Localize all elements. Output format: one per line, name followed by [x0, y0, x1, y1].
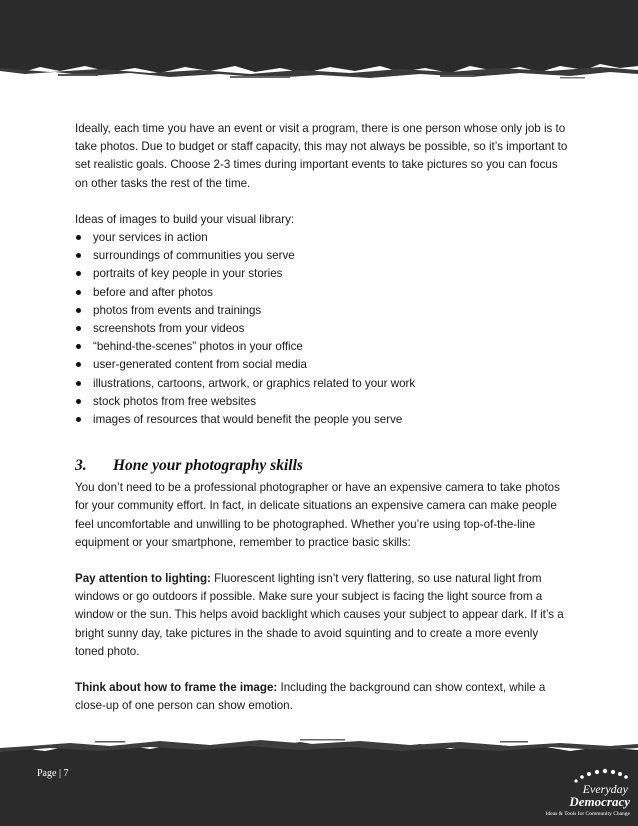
list-item: illustrations, cartoons, artwork, or graphics related to your work	[75, 375, 570, 393]
tip-lighting-title: Pay attention to lighting:	[75, 572, 211, 586]
list-item: surroundings of communities you serve	[75, 247, 570, 265]
ideas-lead: Ideas of images to build your visual library:	[75, 212, 295, 226]
section-title: Hone your photography skills	[113, 457, 303, 475]
everyday-democracy-logo	[545, 768, 634, 824]
tip-framing-title: Think about how to frame the image:	[75, 681, 278, 695]
bullet-icon	[76, 399, 81, 404]
tip-lighting-body: Fluorescent lighting isn’t very flattering, so use natural light from windows or go outdoors if possible. Make sure your subject is facing the light source from a window or the sun. This helps avoid backlight which causes your subject to appear dark. If it’s a bright sunny day, take pictures in the shade to avoid squinting and to create a more evenly toned photo.	[75, 572, 564, 658]
ideas-list	[75, 229, 570, 429]
bullet-icon	[76, 235, 81, 240]
bullet-icon	[76, 326, 81, 331]
list-item: your services in action	[75, 229, 570, 247]
bullet-icon	[76, 417, 81, 422]
tip-framing-body: Including the background can show context, while a close-up of one person can show emotion.	[75, 681, 546, 713]
tip-framing	[75, 679, 570, 715]
list-item: screenshots from your videos	[75, 320, 570, 338]
section-heading	[75, 455, 570, 477]
bullet-icon	[76, 362, 81, 367]
bullet-icon	[76, 290, 81, 295]
logo-word-democracy: Democracy	[569, 794, 630, 809]
bullet-icon	[76, 344, 81, 349]
header-brush-band	[0, 0, 638, 84]
intro-paragraph: Ideally, each time you have an event or visit a program, there is one person whose only job is to take photos. Due to budget or staff capacity, this may not always be possible, so it’s important to set realistic goals. Choose 2-3 times during important events to take pictures so you can focus on other tasks the rest of the time.	[75, 122, 568, 190]
list-item: photos from events and trainings	[75, 302, 570, 320]
section-number: 3.	[75, 457, 87, 475]
list-item: “behind-the-scenes” photos in your office	[75, 338, 570, 356]
footer-brush-band	[0, 738, 638, 826]
bullet-icon	[76, 253, 81, 258]
logo-word-everyday: Everyday	[582, 782, 628, 796]
bullet-icon	[76, 381, 81, 386]
list-item: stock photos from free websites	[75, 393, 570, 411]
bullet-icon	[76, 308, 81, 313]
list-item: before and after photos	[75, 284, 570, 302]
page-number: Page | 7	[37, 768, 69, 779]
bullet-icon	[76, 271, 81, 276]
section-intro: You don’t need to be a professional photographer or have an expensive camera to take photos for your community effort. In fact, in delicate situations an expensive camera can make people feel uncomfortable and unwilling to be photographed. Whether you’re using top-of-the-line equipment or your smartphone, remember to practice basic skills:	[75, 481, 560, 549]
tip-lighting	[75, 570, 570, 661]
list-item: portraits of key people in your stories	[75, 265, 570, 283]
logo-tagline: Ideas & Tools for Community Change	[545, 811, 630, 817]
page-body	[75, 120, 570, 715]
list-item: images of resources that would benefit the people you serve	[75, 411, 570, 429]
list-item: user-generated content from social media	[75, 356, 570, 374]
